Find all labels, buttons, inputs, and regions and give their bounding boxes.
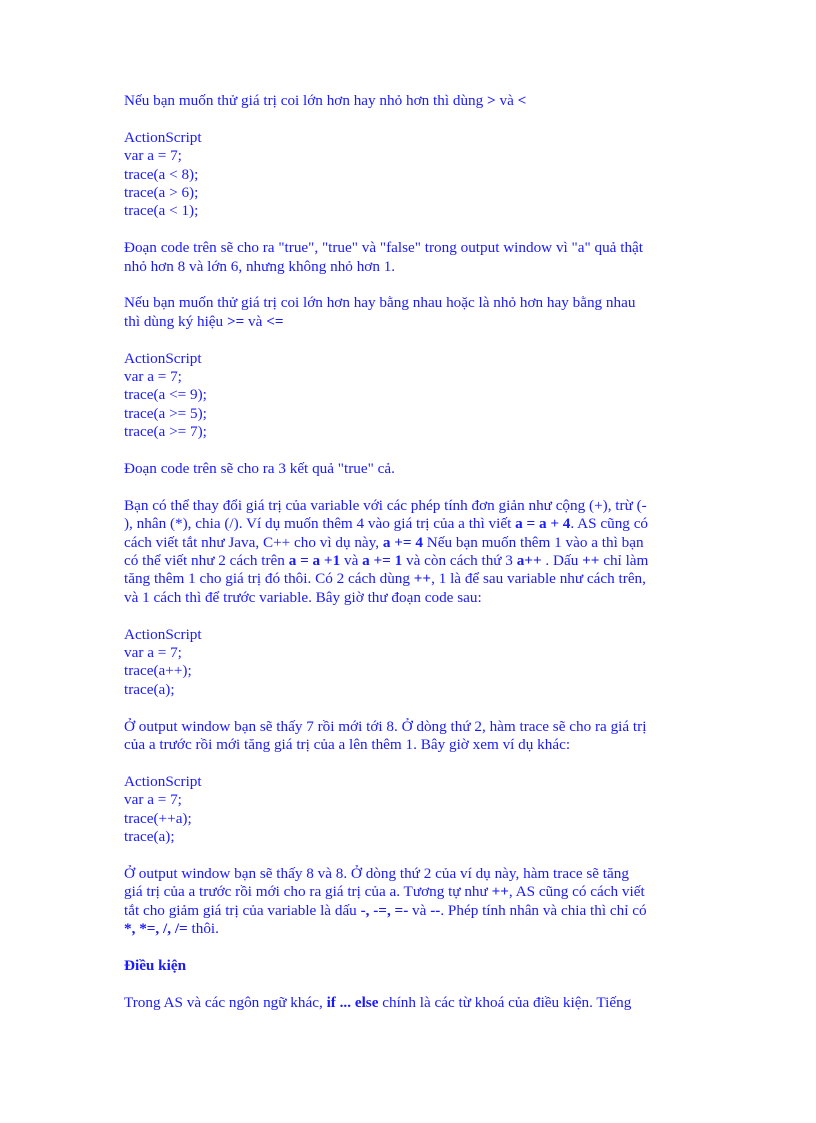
text-run: Nếu bạn muốn thử giá trị coi lớn hơn hay nhỏ hơn thì dùng — [124, 92, 488, 109]
text-run: và — [244, 312, 267, 330]
text-line — [124, 258, 704, 276]
paragraph — [124, 497, 704, 607]
text-run: , 1 là để sau variable như cách trên, — [431, 570, 646, 588]
paragraph — [124, 718, 704, 755]
text-run: cách viết tắt như Java, C++ cho vì dụ này, — [124, 533, 383, 551]
text-line — [124, 718, 704, 736]
code-block — [124, 626, 704, 700]
text-line — [124, 294, 704, 312]
code-line: trace(a); — [124, 680, 175, 698]
text-line — [124, 313, 704, 331]
text-run: Ở output window bạn sẽ thấy 8 và 8. Ở dòng thứ 2 của ví dụ này, hàm trace sẽ tăng — [124, 864, 629, 882]
text-line — [124, 239, 704, 257]
bold-text: ++ — [582, 552, 600, 570]
text-run: Nếu bạn muốn thêm 1 vào a thì bạn — [422, 533, 644, 551]
text-run: chỉ làm — [599, 552, 649, 570]
paragraph — [124, 460, 704, 478]
bold-text: <= — [266, 312, 284, 330]
code-line: var a = 7; — [124, 644, 182, 662]
code-line: trace(a <= 9); — [124, 386, 207, 404]
text-run: , AS cũng có cách viết — [508, 883, 645, 901]
text-run: chính là các từ khoá của điều kiện. Tiếng — [378, 993, 632, 1011]
code-line: ActionScript — [124, 772, 202, 790]
text-run: và còn cách thứ 3 — [402, 552, 517, 570]
section-heading: Điều kiện — [124, 956, 187, 974]
bold-text: >= — [226, 312, 245, 330]
bold-text: *, *=, /, /= — [124, 920, 188, 938]
text-run: Ở output window bạn sẽ thấy 7 rồi mới tới 8. Ở dòng thứ 2, hàm trace sẽ cho ra giá trị — [124, 717, 647, 735]
document-page — [124, 92, 704, 1031]
text-line — [124, 92, 704, 110]
code-line: var a = 7; — [124, 791, 182, 809]
text-line — [124, 865, 704, 883]
text-run: . AS cũng có — [570, 515, 649, 533]
code-line: trace(++a); — [124, 809, 192, 827]
text-line — [124, 589, 704, 607]
code-line: ActionScript — [124, 349, 202, 367]
paragraph — [124, 92, 704, 110]
text-run: Bạn có thể thay đổi giá trị của variable với các phép tính đơn giản như cộng (+), trừ (- — [124, 496, 647, 514]
code-line: trace(a > 6); — [124, 184, 199, 202]
text-run: ), nhân (*), chia (/). Ví dụ muốn thêm 4 vào giá trị của a thì viết — [124, 515, 516, 533]
bold-text: ++ — [413, 570, 432, 588]
text-line — [124, 497, 704, 515]
bold-text: a += 1 — [362, 552, 403, 570]
text-run: thì dùng ký hiệu — [124, 312, 227, 330]
text-run: có thể viết như 2 cách trên — [124, 552, 289, 570]
text-run: và — [408, 901, 431, 919]
paragraph — [124, 239, 704, 276]
paragraph — [124, 994, 704, 1012]
bold-text: ++ — [491, 883, 509, 901]
text-run: tăng thêm 1 cho giá trị đó thôi. Có 2 cách dùng — [124, 570, 414, 588]
text-run: Trong AS và các ngôn ngữ khác, — [124, 993, 327, 1011]
text-line — [124, 736, 704, 754]
text-line — [124, 883, 704, 901]
text-run: tắt cho giảm giá trị của variable là dấu — [124, 901, 361, 919]
text-line — [124, 902, 704, 920]
text-line — [124, 570, 704, 588]
code-block — [124, 350, 704, 442]
text-run: của a trước rồi mới tăng giá trị của a lên thêm 1. Bây giờ xem ví dụ khác: — [124, 736, 571, 754]
code-line: trace(a >= 7); — [124, 423, 207, 441]
bold-text: if ... else — [326, 993, 379, 1011]
code-line: trace(a); — [124, 828, 175, 846]
bold-text: a = a +1 — [288, 552, 341, 570]
text-run: Đoạn code trên sẽ cho ra "true", "true" và "false" trong output window vì "a" quả thật — [124, 239, 643, 257]
text-run: nhỏ hơn 8 và lớn 6, nhưng không nhỏ hơn 1. — [124, 257, 396, 275]
paragraph — [124, 865, 704, 939]
code-block — [124, 129, 704, 221]
text-run: Đoạn code trên sẽ cho ra 3 kết quả "true" cả. — [124, 460, 395, 478]
bold-text: a += 4 — [382, 533, 423, 551]
code-line: var a = 7; — [124, 147, 182, 165]
text-run: . Dấu — [541, 552, 583, 570]
code-block — [124, 773, 704, 847]
text-run: và 1 cách thì để trước variable. Bây giờ thư đoạn code sau: — [124, 588, 482, 606]
code-line: var a = 7; — [124, 368, 182, 386]
text-run: giá trị của a trước rồi mới cho ra giá trị của a. Tương tự như — [124, 883, 492, 901]
text-run: và — [340, 552, 363, 570]
text-line — [124, 460, 704, 478]
code-line: trace(a < 1); — [124, 202, 199, 220]
text-line — [124, 920, 704, 938]
code-line: trace(a < 8); — [124, 165, 199, 183]
bold-text: -- — [430, 901, 441, 919]
bold-text: -, -=, =- — [360, 901, 409, 919]
code-line: ActionScript — [124, 625, 202, 643]
bold-text: > — [487, 92, 496, 109]
text-line — [124, 994, 704, 1012]
text-run: . Phép tính nhân và chia thì chỉ có — [440, 901, 647, 919]
code-line: trace(a++); — [124, 662, 192, 680]
text-run: và — [495, 92, 518, 109]
code-line: trace(a >= 5); — [124, 404, 207, 422]
text-run: Nếu bạn muốn thử giá trị coi lớn hơn hay bằng nhau hoặc là nhỏ hơn hay bằng nhau — [124, 294, 636, 312]
bold-text: < — [517, 92, 527, 109]
text-line — [124, 515, 704, 533]
paragraph — [124, 294, 704, 331]
bold-text: a++ — [516, 552, 542, 570]
code-line: ActionScript — [124, 128, 202, 146]
text-run: thôi. — [187, 920, 219, 938]
text-line — [124, 534, 704, 552]
bold-text: a = a + 4 — [515, 515, 571, 533]
text-line — [124, 552, 704, 570]
